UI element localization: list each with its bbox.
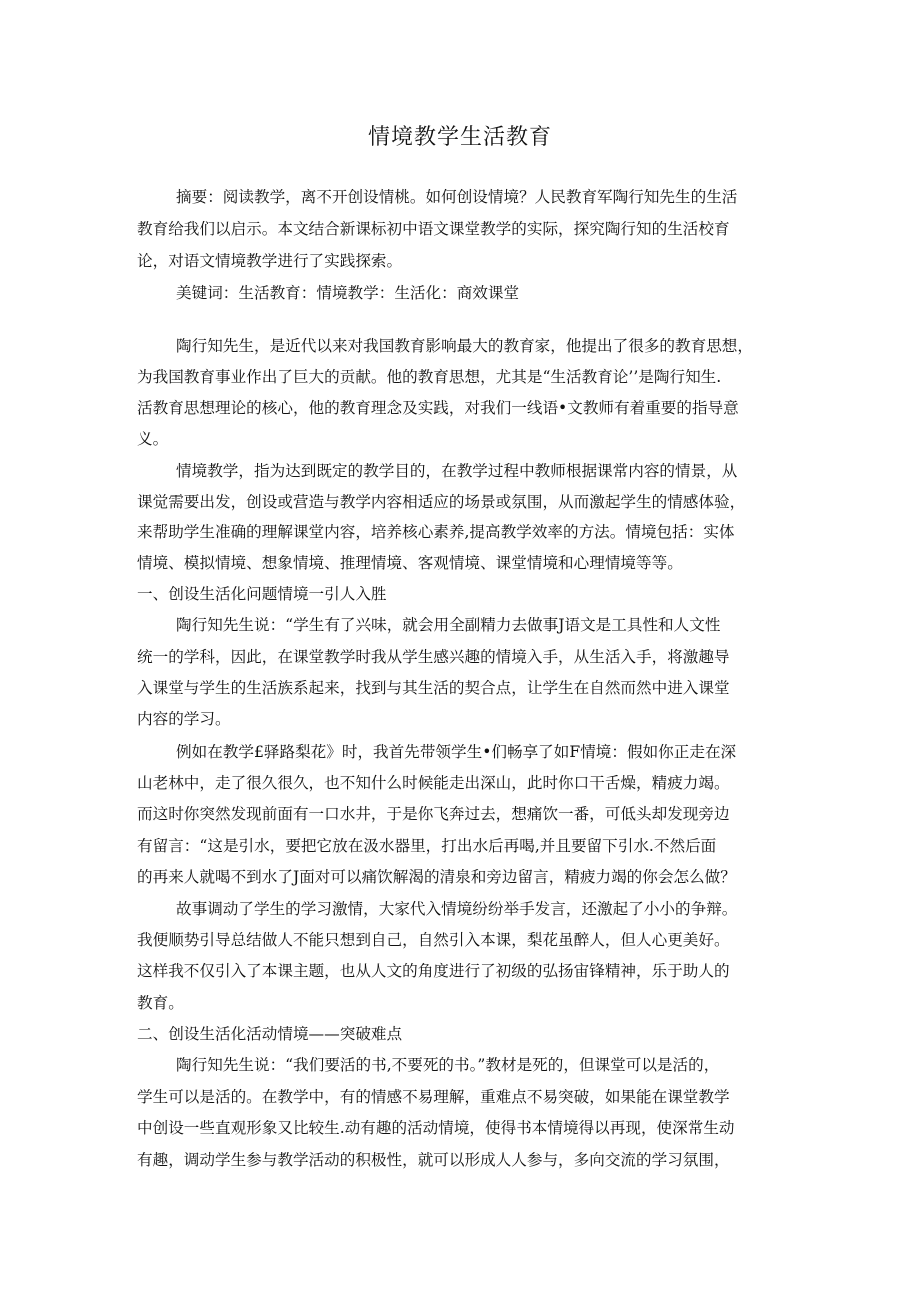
paragraph-line: 为我国教育事业作出了巨大的贡献。他的教育思想，尤其是“生活教育论’’是陶行知生. xyxy=(137,368,722,386)
paragraph-line: 活教育思想理论的核心，他的教育理念及实践，对我们一线语•文教师有着重要的指导意 xyxy=(137,399,739,417)
paragraph-line: 入课堂与学生的生活族系起来，找到与其生活的契合点，让学生在自然而然中进入课堂 xyxy=(137,679,730,697)
paragraph-line: 的再来人就喝不到水了J面对可以痛饮解渴的清泉和旁边留言，精疲力竭的你会怎么做？ xyxy=(137,868,736,886)
paragraph-line: 有趣，调动学生参与教学活动的积极性，就可以形成人人参与，多向交流的学习氛围， xyxy=(137,1151,730,1169)
paragraph-line: 情境、模拟情境、想象情境、推理情境、客观情境、课堂情境和心理情境等等。 xyxy=(137,554,683,572)
paragraph-line: 中创设一些直观形象又比较生.动有趣的活动情境，使得书本情境得以再现，使深常生动 xyxy=(137,1119,735,1137)
paragraph-line: 有留言：“这是引水，要把它放在汲水器里，打出水后再喝,并且要留下引水.不然后面 xyxy=(137,837,717,855)
paragraph-line: 陶行知先生说：“我们要活的书,不要死的书。”教材是死的，但课堂可以是活的， xyxy=(176,1056,720,1074)
paragraph-line: 学生可以是活的。在教学中，有的情感不易理解，重难点不易突破，如果能在课堂教学 xyxy=(137,1088,730,1106)
paragraph-line: 陶行知先生说：“学生有了兴味，就会用全副精力去做事J语文是工具性和人文性 xyxy=(176,616,721,634)
abstract-line: 摘要：阅读教学，离不开创设情桃。如何创设情境？人民教育军陶行知先生的生活 xyxy=(176,188,738,206)
paragraph-line: 山老林中，走了很久很久，也不知什么时候能走出深山，此时你口干舌燥，精疲力竭。 xyxy=(137,774,730,792)
paragraph-line: 统一的学科，因此，在课堂教学时我从学生感兴趣的情境入手，从生活入手，将激趣导 xyxy=(137,648,730,666)
section-heading: 二、创设生活化活动情境——突破难点 xyxy=(137,1025,403,1043)
paragraph-line: 课觉需要出发，创设或营造与教学内容相适应的场景或氛围，从而激起学生的情感体验， xyxy=(137,493,746,511)
paragraph-line: 来帮助学生准确的理解课堂内容，培养核心素养,提高教学效率的方法。情境包括：实体 xyxy=(137,523,735,541)
paragraph-line: 陶行知先生，是近代以来对我国教育影响最大的教育家，他提出了很多的教育思想， xyxy=(176,337,753,355)
paragraph-line: 情境教学，指为达到既定的教学目的，在教学过程中教师根据课常内容的情景，从 xyxy=(176,462,738,480)
paragraph-line: 义。 xyxy=(137,430,169,448)
paragraph-line: 故事调动了学生的学习激情，大家代入情境纷纷举手发言，还激起了小小的争辩。 xyxy=(176,900,738,918)
keywords-line: 美键词：生活教育：情境教学：生活化：商效课堂 xyxy=(176,284,520,302)
paragraph-line: 而这时你突然发现前面有一口水井，于是你飞奔过去，想痛饮一番，可低头却发现旁边 xyxy=(137,805,730,823)
paragraph-line: 我便顺势引导总结做人不能只想到自己，自然引入本课，梨花虽醉人，但人心更美好。 xyxy=(137,931,730,949)
abstract-line: 论，对语文情境教学进行了实践探索。 xyxy=(137,252,403,270)
paragraph-line: 教育。 xyxy=(137,994,184,1012)
document-title: 情境教学生活教育 xyxy=(367,125,552,150)
paragraph-line: 内容的学习。 xyxy=(137,710,231,728)
paragraph-line: 这样我不仅引入了本课主题，也从人文的角度进行了初级的弘扬宙锋精神，乐于助人的 xyxy=(137,962,730,980)
abstract-line: 教育给我们以启示。本文结合新课标初中语文课堂教学的实际，探究陶行知的生活校育 xyxy=(137,220,730,238)
section-heading: 一、创设生活化问题情境一引人入胜 xyxy=(137,585,387,603)
paragraph-line: 例如在教学£驿路梨花》时，我首先带领学生•们畅享了如F情境：假如你正走在深 xyxy=(176,743,737,761)
